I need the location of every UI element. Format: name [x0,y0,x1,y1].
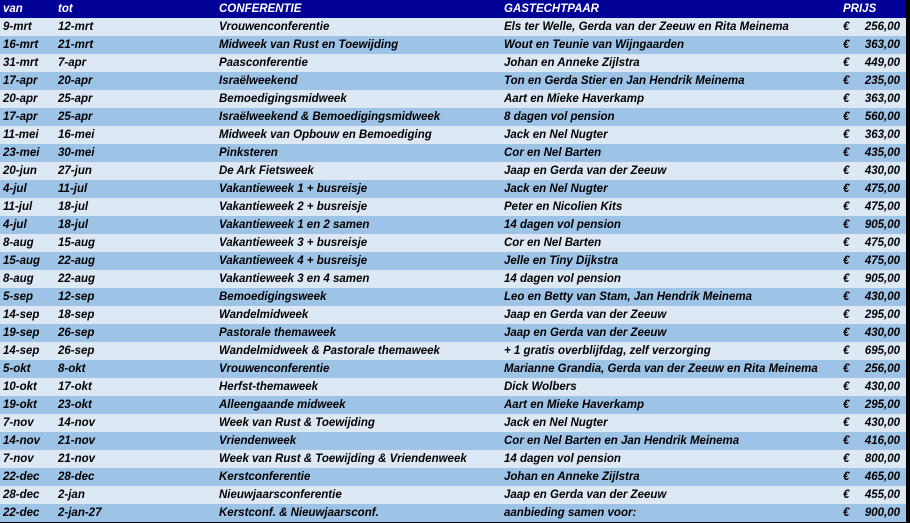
cell-van: 8-aug [3,237,34,249]
cell-gastechtpaar: Jaap en Gerda van der Zeeuw [504,489,667,501]
cell-tot: 26-sep [58,327,95,339]
right-edge [906,0,910,18]
right-edge [906,18,910,36]
cell-van: 11-jul [3,201,33,213]
cell-conferentie: Vakantieweek 2 + busreisje [219,201,368,213]
cell-gastechtpaar: Cor en Nel Barten [504,147,602,159]
cell-conferentie: Paasconferentie [219,57,308,69]
cell-prijs [840,180,906,198]
cell-gastechtpaar: Jack en Nel Nugter [504,129,608,141]
cell-gastechtpaar: 14 dagen vol pension [504,453,621,465]
cell-tot: 2-jan [58,489,85,501]
table-row [0,288,910,306]
cell-van: 14-nov [3,435,41,447]
header-gastechtpaar: GASTECHTPAAR [504,3,599,15]
cell-gastechtpaar: Aart en Mieke Haverkamp [504,399,644,411]
cell-conferentie: Vakantieweek 1 + busreisje [219,183,368,195]
euro-symbol: € [843,489,850,501]
cell-van: 19-sep [3,327,40,339]
euro-symbol: € [843,255,850,267]
euro-symbol: € [843,201,850,213]
cell-conferentie: Vakantieweek 3 + busreisje [219,237,368,249]
price-amount: 475,00 [864,201,900,213]
cell-gastechtpaar: 14 dagen vol pension [504,219,621,231]
cell-conferentie: Vakantieweek 3 en 4 samen [219,273,370,285]
cell-gastechtpaar: Cor en Nel Barten [504,237,602,249]
cell-conferentie: Bemoedigingsmidweek [219,93,347,105]
cell-prijs [840,162,906,180]
cell-prijs [840,450,906,468]
header-van: van [3,3,23,15]
cell-van: 7-nov [3,453,34,465]
cell-van: 5-sep [3,291,34,303]
cell-gastechtpaar: 14 dagen vol pension [504,273,621,285]
cell-prijs [840,504,906,522]
euro-symbol: € [843,273,850,285]
table-row [0,504,910,522]
cell-van: 15-aug [3,255,41,267]
table-row [0,180,910,198]
cell-tot: 28-dec [58,471,95,483]
cell-conferentie: Bemoedigingsweek [219,291,327,303]
euro-symbol: € [843,237,850,249]
right-edge [906,198,910,216]
cell-tot: 30-mei [58,147,95,159]
euro-symbol: € [843,219,850,231]
cell-conferentie: Kerstconferentie [219,471,311,483]
right-edge [906,252,910,270]
cell-conferentie: Pastorale themaweek [219,327,336,339]
cell-prijs [840,288,906,306]
price-amount: 905,00 [864,219,900,231]
cell-tot: 26-sep [58,345,95,357]
euro-symbol: € [843,111,850,123]
cell-van: 8-aug [3,273,34,285]
cell-prijs [840,72,906,90]
euro-symbol: € [843,21,850,33]
price-amount: 295,00 [864,309,900,321]
cell-gastechtpaar: Peter en Nicolien Kits [504,201,623,213]
table-row [0,162,910,180]
cell-prijs [840,432,906,450]
table-row [0,252,910,270]
cell-prijs [840,90,906,108]
table-row [0,90,910,108]
cell-gastechtpaar: Leo en Betty van Stam, Jan Hendrik Meinema [504,291,752,303]
cell-conferentie: Wandelmidweek [219,309,309,321]
cell-tot: 22-aug [58,273,96,285]
right-edge [906,378,910,396]
right-edge [906,180,910,198]
euro-symbol: € [843,453,850,465]
cell-conferentie: Midweek van Rust en Toewijding [219,39,399,51]
cell-gastechtpaar: Wout en Teunie van Wijngaarden [504,39,685,51]
cell-conferentie: Israëlweekend [219,75,298,87]
price-amount: 475,00 [864,183,900,195]
euro-symbol: € [843,399,850,411]
price-amount: 475,00 [864,237,900,249]
cell-gastechtpaar: Jelle en Tiny Dijkstra [504,255,619,267]
price-amount: 416,00 [864,435,900,447]
euro-symbol: € [843,327,850,339]
price-amount: 363,00 [864,93,900,105]
cell-prijs [840,360,906,378]
euro-symbol: € [843,93,850,105]
cell-prijs [840,414,906,432]
price-amount: 295,00 [864,399,900,411]
cell-prijs [840,54,906,72]
cell-gastechtpaar: Ton en Gerda Stier en Jan Hendrik Meinema [504,75,745,87]
right-edge [906,90,910,108]
cell-gastechtpaar: Aart en Mieke Haverkamp [504,93,644,105]
cell-van: 22-dec [3,471,40,483]
euro-symbol: € [843,39,850,51]
price-amount: 430,00 [864,381,900,393]
right-edge [906,144,910,162]
cell-tot: 21-nov [58,453,96,465]
cell-van: 19-okt [3,399,37,411]
table-row [0,144,910,162]
header-conferentie: CONFERENTIE [219,3,302,15]
cell-tot: 2-jan-27 [58,507,102,519]
euro-symbol: € [843,345,850,357]
table-row [0,36,910,54]
cell-gastechtpaar: Cor en Nel Barten en Jan Hendrik Meinema [504,435,740,447]
cell-tot: 23-okt [58,399,92,411]
right-edge [906,486,910,504]
price-amount: 900,00 [864,507,900,519]
table-body [0,18,910,522]
price-amount: 363,00 [864,129,900,141]
price-amount: 800,00 [864,453,900,465]
cell-van: 20-jun [3,165,37,177]
cell-gastechtpaar: Jaap en Gerda van der Zeeuw [504,165,667,177]
cell-van: 17-apr [3,111,38,123]
cell-gastechtpaar: aanbieding samen voor: [504,507,637,519]
cell-tot: 20-apr [58,75,93,87]
cell-van: 4-jul [3,219,27,231]
cell-tot: 16-mei [58,129,95,141]
right-edge [906,396,910,414]
euro-symbol: € [843,57,850,69]
cell-prijs [840,144,906,162]
cell-gastechtpaar: Els ter Welle, Gerda van der Zeeuw en Rita Meinema [504,21,789,33]
price-amount: 235,00 [864,75,900,87]
right-edge [906,108,910,126]
cell-gastechtpaar: Marianne Grandia, Gerda van der Zeeuw en Rita Meinema [504,363,818,375]
cell-tot: 12-mrt [58,21,94,33]
cell-van: 4-jul [3,183,27,195]
table-row [0,378,910,396]
cell-conferentie: Kerstconf. & Nieuwjaarsconf. [219,507,379,519]
cell-tot: 8-okt [58,363,86,375]
cell-conferentie: Vakantieweek 4 + busreisje [219,255,368,267]
right-edge [906,54,910,72]
cell-van: 20-apr [3,93,38,105]
price-amount: 449,00 [864,57,900,69]
table-row [0,342,910,360]
cell-prijs [840,18,906,36]
cell-tot: 14-nov [58,417,96,429]
cell-tot: 25-apr [58,111,93,123]
cell-prijs [840,378,906,396]
cell-gastechtpaar: Johan en Anneke Zijlstra [504,57,640,69]
cell-van: 22-dec [3,507,40,519]
right-edge [906,288,910,306]
table-row [0,108,910,126]
cell-prijs [840,486,906,504]
cell-conferentie: Vrouwenconferentie [219,363,330,375]
cell-prijs [840,108,906,126]
right-edge [906,234,910,252]
cell-conferentie: Israëlweekend & Bemoedigingsmidweek [219,111,441,123]
right-edge [906,216,910,234]
right-edge [906,504,910,522]
cell-prijs [840,324,906,342]
cell-conferentie: Week van Rust & Toewijding & Vriendenweek [219,453,467,465]
table-row [0,198,910,216]
euro-symbol: € [843,165,850,177]
right-edge [906,324,910,342]
cell-prijs [840,270,906,288]
euro-symbol: € [843,291,850,303]
table-row [0,18,910,36]
euro-symbol: € [843,75,850,87]
right-edge [906,72,910,90]
cell-van: 23-mei [3,147,40,159]
right-edge [906,306,910,324]
cell-gastechtpaar: Jack en Nel Nugter [504,417,608,429]
cell-van: 16-mrt [3,39,39,51]
cell-van: 14-sep [3,309,40,321]
table-row [0,468,910,486]
euro-symbol: € [843,507,850,519]
euro-symbol: € [843,309,850,321]
cell-tot: 7-apr [58,57,87,69]
cell-van: 9-mrt [3,21,32,33]
price-amount: 465,00 [864,471,900,483]
euro-symbol: € [843,363,850,375]
cell-conferentie: Vrouwenconferentie [219,21,330,33]
cell-tot: 22-aug [58,255,96,267]
price-amount: 455,00 [864,489,900,501]
right-edge [906,126,910,144]
cell-van: 10-okt [3,381,37,393]
cell-conferentie: Vriendenweek [219,435,297,447]
cell-prijs [840,306,906,324]
euro-symbol: € [843,417,850,429]
cell-gastechtpaar: Dick Wolbers [504,381,577,393]
price-amount: 560,00 [864,111,900,123]
table-row [0,324,910,342]
cell-van: 28-dec [3,489,40,501]
cell-tot: 25-apr [58,93,93,105]
cell-prijs [840,342,906,360]
cell-prijs [840,126,906,144]
cell-tot: 21-nov [58,435,96,447]
price-amount: 435,00 [864,147,900,159]
table-row [0,126,910,144]
euro-symbol: € [843,435,850,447]
cell-van: 17-apr [3,75,38,87]
cell-van: 11-mei [3,129,39,141]
cell-conferentie: Wandelmidweek & Pastorale themaweek [219,345,440,357]
table-row [0,450,910,468]
price-amount: 475,00 [864,255,900,267]
cell-gastechtpaar: Jaap en Gerda van der Zeeuw [504,327,667,339]
table-row [0,432,910,450]
price-amount: 905,00 [864,273,900,285]
cell-prijs [840,396,906,414]
cell-conferentie: Midweek van Opbouw en Bemoediging [219,129,432,141]
price-amount: 430,00 [864,417,900,429]
cell-conferentie: De Ark Fietsweek [219,165,314,177]
price-amount: 256,00 [864,363,900,375]
right-edge [906,162,910,180]
right-edge [906,432,910,450]
cell-prijs [840,216,906,234]
table-row [0,486,910,504]
table-row [0,216,910,234]
price-amount: 363,00 [864,39,900,51]
right-edge [906,468,910,486]
cell-prijs [840,234,906,252]
table-row [0,270,910,288]
cell-tot: 18-sep [58,309,95,321]
table-row [0,234,910,252]
cell-gastechtpaar: 8 dagen vol pension [504,111,615,123]
cell-tot: 18-jul [58,201,89,213]
cell-tot: 17-okt [58,381,92,393]
table-header-row [0,0,910,18]
table-row [0,54,910,72]
cell-prijs [840,468,906,486]
cell-conferentie: Vakantieweek 1 en 2 samen [219,219,370,231]
price-amount: 430,00 [864,327,900,339]
table-row [0,396,910,414]
euro-symbol: € [843,381,850,393]
cell-van: 14-sep [3,345,40,357]
right-edge [906,342,910,360]
price-amount: 256,00 [864,21,900,33]
cell-van: 7-nov [3,417,34,429]
cell-conferentie: Alleengaande midweek [219,399,346,411]
right-edge [906,450,910,468]
header-tot: tot [58,3,73,15]
cell-conferentie: Nieuwjaarsconferentie [219,489,342,501]
right-edge [906,270,910,288]
table-row [0,360,910,378]
cell-van: 31-mrt [3,57,39,69]
cell-gastechtpaar: Jaap en Gerda van der Zeeuw [504,309,667,321]
table-row [0,72,910,90]
cell-prijs [840,36,906,54]
cell-conferentie: Pinksteren [219,147,278,159]
cell-tot: 12-sep [58,291,95,303]
price-amount: 430,00 [864,165,900,177]
cell-gastechtpaar: Jack en Nel Nugter [504,183,608,195]
right-edge [906,360,910,378]
cell-prijs [840,252,906,270]
cell-prijs [840,198,906,216]
right-edge [906,36,910,54]
cell-tot: 18-jul [58,219,89,231]
right-edge [906,414,910,432]
euro-symbol: € [843,471,850,483]
price-amount: 430,00 [864,291,900,303]
euro-symbol: € [843,183,850,195]
cell-conferentie: Week van Rust & Toewijding [219,417,375,429]
cell-gastechtpaar: Johan en Anneke Zijlstra [504,471,640,483]
cell-tot: 27-jun [58,165,92,177]
table-row [0,414,910,432]
euro-symbol: € [843,129,850,141]
euro-symbol: € [843,147,850,159]
cell-tot: 11-jul [58,183,88,195]
cell-van: 5-okt [3,363,31,375]
cell-gastechtpaar: + 1 gratis overblijfdag, zelf verzorging [504,345,711,357]
header-prijs: PRIJS [843,3,877,15]
cell-conferentie: Herfst-themaweek [219,381,319,393]
price-amount: 695,00 [864,345,900,357]
table-row [0,306,910,324]
cell-tot: 15-aug [58,237,96,249]
cell-tot: 21-mrt [58,39,94,51]
